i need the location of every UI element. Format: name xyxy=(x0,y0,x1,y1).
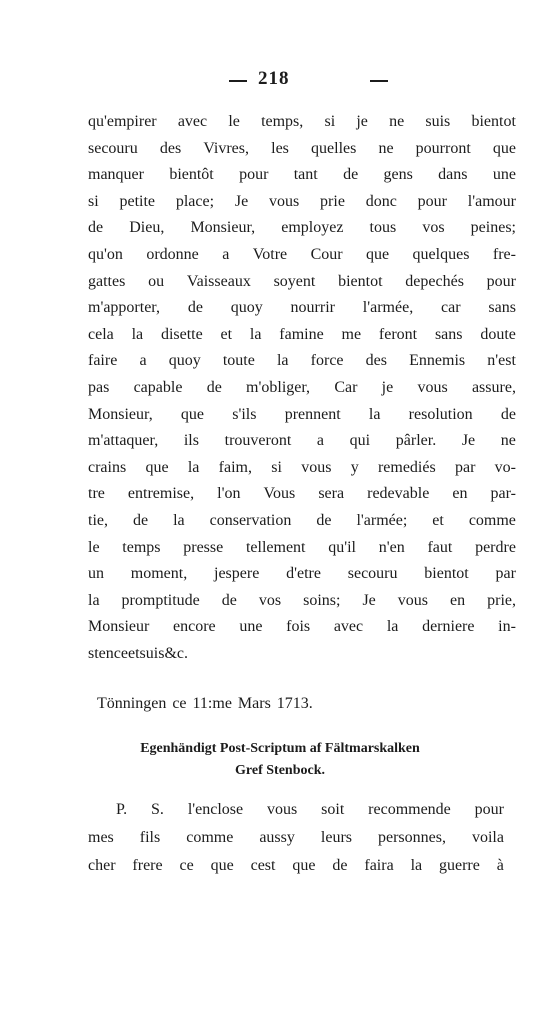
word: vous xyxy=(267,801,298,818)
word: en xyxy=(452,485,468,503)
letter-body xyxy=(88,109,516,667)
word: me xyxy=(341,325,362,343)
word: secouru xyxy=(347,565,398,583)
word: de xyxy=(187,299,203,317)
word: temps, xyxy=(261,113,304,130)
word: vous xyxy=(417,378,448,396)
word: P. xyxy=(116,801,128,818)
word: qu'on xyxy=(88,245,123,263)
word: de xyxy=(88,219,104,237)
word: Monsieur xyxy=(88,618,150,636)
word: que xyxy=(366,245,390,263)
word: pour xyxy=(474,801,504,818)
text-line xyxy=(88,269,516,296)
word: si xyxy=(271,458,282,476)
word: que xyxy=(492,139,516,157)
word: a xyxy=(316,432,325,450)
word: a xyxy=(222,245,230,263)
word: cela xyxy=(88,325,114,343)
word: des xyxy=(159,139,182,157)
word: n'est xyxy=(487,352,516,370)
header-dash-right xyxy=(370,80,388,82)
word: aussy xyxy=(259,829,295,846)
word: de xyxy=(343,166,359,184)
word: que xyxy=(145,458,169,476)
word: avec xyxy=(177,113,208,130)
text-line xyxy=(88,614,516,641)
word: si xyxy=(88,192,99,210)
word: un xyxy=(88,565,104,583)
word: sera xyxy=(318,485,345,503)
word: des xyxy=(365,352,387,370)
word: redevable xyxy=(367,485,430,503)
word: soyent xyxy=(273,272,316,290)
word: pârler. xyxy=(395,432,437,450)
word: Ennemis xyxy=(409,352,466,370)
word: crains xyxy=(88,458,127,476)
word: jespere xyxy=(214,565,260,583)
word: fre- xyxy=(492,245,516,263)
word: en xyxy=(450,591,466,609)
text-line xyxy=(88,402,516,429)
word: car xyxy=(441,299,461,317)
word: employez xyxy=(281,219,344,237)
word: a xyxy=(139,352,147,370)
word: faira xyxy=(364,857,394,874)
word: de xyxy=(316,511,332,529)
word: cher xyxy=(88,857,116,874)
word: donc xyxy=(365,192,397,210)
word: encore xyxy=(173,618,216,636)
word: bientot xyxy=(338,272,383,290)
word: la xyxy=(187,458,200,476)
word: entremise, xyxy=(127,485,195,503)
text-line xyxy=(88,322,516,349)
word: Je xyxy=(234,192,249,210)
text-line xyxy=(88,852,504,880)
word: y xyxy=(350,458,359,476)
page-number: 218 xyxy=(258,68,290,89)
word: la xyxy=(88,591,100,609)
word: je xyxy=(356,113,368,130)
word: capable xyxy=(133,378,183,396)
word: la xyxy=(386,618,399,636)
word: Dieu, xyxy=(129,219,165,237)
word: Car xyxy=(334,378,358,396)
word: faim, xyxy=(218,458,252,476)
text-line xyxy=(88,295,516,322)
word: dans xyxy=(438,166,468,184)
word: moment, xyxy=(130,565,188,583)
word: qui xyxy=(349,432,371,450)
word: pour xyxy=(239,166,269,184)
text-line xyxy=(88,535,516,562)
word: nourrir xyxy=(290,299,335,317)
text-line xyxy=(88,641,516,668)
word: ne xyxy=(500,432,516,450)
word: temps xyxy=(122,538,161,556)
word: prie, xyxy=(487,591,516,609)
word: que xyxy=(210,857,234,874)
word: remediés xyxy=(377,458,436,476)
word: une xyxy=(492,166,516,184)
word: personnes, xyxy=(378,829,446,846)
text-line xyxy=(88,136,516,163)
word: m'apporter, xyxy=(88,299,160,317)
word: feront xyxy=(378,325,418,343)
word: et xyxy=(432,511,444,529)
word: tie, xyxy=(88,511,108,529)
word: quoy xyxy=(168,352,201,370)
word: n'en xyxy=(378,538,405,556)
text-line xyxy=(88,375,516,402)
word: &c. xyxy=(164,644,188,662)
word: faut xyxy=(427,538,453,556)
text-line xyxy=(88,189,516,216)
word: qu'il xyxy=(328,538,356,556)
word: quoy xyxy=(230,299,263,317)
word: Je xyxy=(362,591,376,609)
text-line xyxy=(88,348,516,375)
word: doute xyxy=(480,325,516,343)
word: par xyxy=(454,458,476,476)
word: tant xyxy=(293,166,318,184)
word: soins; xyxy=(303,591,341,609)
word: ou xyxy=(148,272,165,290)
word: bientot xyxy=(471,113,516,130)
word: derniere xyxy=(422,618,475,636)
word: prie xyxy=(320,192,345,210)
word: et xyxy=(127,644,140,662)
word: ne xyxy=(378,139,394,157)
word: sans xyxy=(488,299,516,317)
word: m'obliger, xyxy=(246,378,311,396)
word: place; xyxy=(175,192,215,210)
word: tre xyxy=(88,485,105,503)
word: ce xyxy=(179,857,194,874)
word: la xyxy=(249,325,262,343)
word: vos xyxy=(422,219,445,237)
word: avec xyxy=(333,618,364,636)
page-header xyxy=(0,68,560,92)
text-line xyxy=(88,561,516,588)
word: suis xyxy=(425,113,451,130)
text-line xyxy=(88,588,516,615)
word: la xyxy=(173,511,185,529)
word: la xyxy=(131,325,144,343)
word: trouveront xyxy=(224,432,292,450)
word: Vivres, xyxy=(203,139,250,157)
text-line xyxy=(88,481,516,508)
word: pour xyxy=(486,272,516,290)
word: de xyxy=(132,511,149,529)
text-line xyxy=(88,242,516,269)
word: Vaisseaux xyxy=(186,272,251,290)
text-line xyxy=(88,215,516,242)
word: manquer xyxy=(88,166,144,184)
text-line xyxy=(88,428,516,455)
word: Monsieur, xyxy=(88,405,153,423)
word: suis xyxy=(139,644,165,662)
word: le xyxy=(228,113,240,130)
word: par xyxy=(495,565,516,583)
word: stence xyxy=(88,644,128,662)
word: fois xyxy=(286,618,311,636)
word: pour xyxy=(417,192,447,210)
word: prennent xyxy=(284,405,341,423)
word: tous xyxy=(369,219,397,237)
word: ne xyxy=(389,113,405,130)
word: Je xyxy=(461,432,476,450)
word: sans xyxy=(434,325,463,343)
text-line xyxy=(88,824,504,852)
word: que xyxy=(180,405,205,423)
word: promptitude xyxy=(121,591,200,609)
word: vos xyxy=(258,591,282,609)
text-line xyxy=(88,109,516,136)
word: quelques xyxy=(412,245,470,263)
word: gattes xyxy=(88,272,126,290)
word: si xyxy=(324,113,336,130)
word: Vous xyxy=(263,485,296,503)
word: ils xyxy=(183,432,199,450)
word: comme xyxy=(468,511,516,529)
word: qu'empirer xyxy=(88,113,157,130)
word: recommende xyxy=(368,801,451,818)
postscript-heading-line2: Gref Stenbock. xyxy=(235,763,325,778)
word: toute xyxy=(222,352,255,370)
word: peines; xyxy=(470,219,516,237)
word: frere xyxy=(132,857,163,874)
word: je xyxy=(381,378,394,396)
word: mes xyxy=(88,829,114,846)
word: depechés xyxy=(405,272,464,290)
word: assure, xyxy=(471,378,516,396)
word: tellement xyxy=(245,538,306,556)
word: vo- xyxy=(494,458,516,476)
word: resolution xyxy=(408,405,473,423)
word: le xyxy=(88,538,100,556)
word: de xyxy=(500,405,516,423)
word: presse xyxy=(183,538,224,556)
word: vous xyxy=(397,591,429,609)
word: et xyxy=(220,325,233,343)
header-dash-left xyxy=(229,80,247,82)
word: fils xyxy=(139,829,161,846)
text-line xyxy=(88,455,516,482)
word: famine xyxy=(279,325,324,343)
word: secouru xyxy=(88,139,138,157)
word: que xyxy=(292,857,316,874)
word: perdre xyxy=(475,538,516,556)
word: d'etre xyxy=(286,565,321,583)
word: de xyxy=(221,591,237,609)
word: ordonne xyxy=(146,245,199,263)
word: l'amour xyxy=(467,192,516,210)
word: comme xyxy=(186,829,234,846)
word: bientôt xyxy=(169,166,214,184)
word: vous xyxy=(269,192,300,210)
word: vous xyxy=(301,458,332,476)
word: faire xyxy=(88,352,118,370)
word: m'attaquer, xyxy=(88,432,159,450)
text-line xyxy=(88,796,504,824)
word: conservation xyxy=(209,511,292,529)
word: in- xyxy=(498,618,516,636)
word: Monsieur, xyxy=(190,219,256,237)
word: cest xyxy=(250,857,276,874)
word: gens xyxy=(383,166,413,184)
word: quelles xyxy=(311,139,357,157)
word: soit xyxy=(321,801,345,818)
word: pas xyxy=(88,378,110,396)
word: la xyxy=(368,405,381,423)
word: l'armée; xyxy=(356,511,408,529)
word: l'on xyxy=(217,485,241,503)
word: l'armée, xyxy=(362,299,414,317)
text-line xyxy=(88,508,516,535)
word: petite xyxy=(119,192,156,210)
word: force xyxy=(310,352,344,370)
word: de xyxy=(332,857,348,874)
word: Cour xyxy=(310,245,343,263)
dateline: Tönningen ce 11:me Mars 1713. xyxy=(97,695,313,712)
postscript-heading-line1: Egenhändigt Post-Scriptum af Fältmarskalken xyxy=(140,741,420,756)
word: les xyxy=(271,139,289,157)
word: par- xyxy=(490,485,516,503)
word: guerre xyxy=(439,857,480,874)
word: Votre xyxy=(252,245,288,263)
text-line xyxy=(88,162,516,189)
word: voila xyxy=(471,829,504,846)
word: leurs xyxy=(320,829,352,846)
word: s'ils xyxy=(232,405,257,423)
word: la xyxy=(410,857,423,874)
word: l'enclose xyxy=(187,801,244,818)
word: S. xyxy=(151,801,164,818)
postscript-body xyxy=(88,796,504,880)
word: la xyxy=(276,352,289,370)
word: bientot xyxy=(424,565,469,583)
word: pourront xyxy=(415,139,471,157)
word: de xyxy=(206,378,222,396)
word: une xyxy=(239,618,263,636)
word: disette xyxy=(160,325,203,343)
word: à xyxy=(496,857,504,874)
